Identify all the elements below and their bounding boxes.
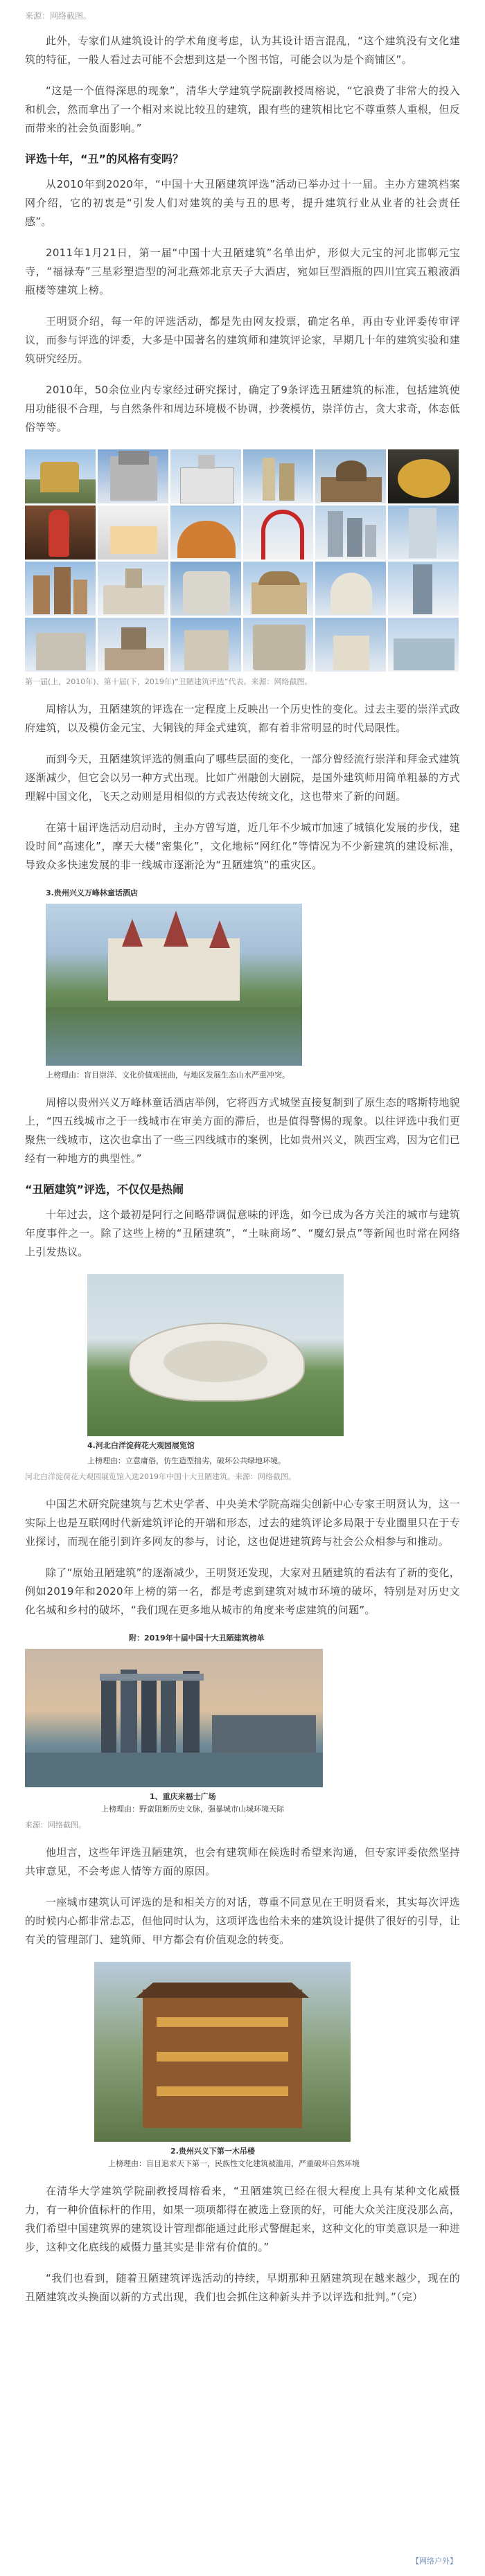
grid-photo (25, 618, 96, 672)
grid-photo (25, 506, 96, 560)
figure1-caption: 上榜理由：盲目崇洋、文化价值观扭曲，与地区发展生态山水严重冲突。 (46, 1071, 290, 1080)
figure1-photo-castle-hotel (46, 904, 302, 1066)
figure4-caption: 上榜理由：盲目追求天下第一，民族性文化建筑被滥用，严重破坏自然环境 (108, 2159, 360, 2168)
section-heading-not-just-fun: “丑陋建筑”评选，不仅仅是热闹 (25, 1183, 184, 1196)
figure3-photo-raffles-city (25, 1649, 323, 1787)
grid-photo (98, 506, 168, 560)
figure4-title: 2.贵州兴义下第一木吊楼 (170, 2147, 255, 2156)
grid-photo (315, 506, 386, 560)
intro-paragraph-2: “这是一个值得深思的现象”，清华大学建筑学院副教授周榕说，“它浪费了非常大的投入和机会，然而拿出了一个相对来说比较丑的建筑，跟有些的建筑相比它不尊重蔡人重根，但反而带来的社会负面影响。” (25, 84, 460, 134)
grid-photo (170, 506, 241, 560)
footer-link[interactable]: 【网络户外】 (412, 2557, 457, 2566)
grid-photo (315, 618, 386, 672)
grid-photo (388, 562, 459, 616)
figure2-title: 4.河北白洋淀荷花大观园展览馆 (87, 1441, 195, 1450)
section1b-paragraph-3: 在第十届评选活动启动时，主办方曾写道，近几年不少城市加速了城镇化发展的步伐，建设时间“高速化”，摩天大楼“密集化”，文化地标“网红化”等情况为不少新建筑的建设标准，导致众多快速发展的非一线城市逐渐沦为“丑陋建筑”的重灾区。 (25, 821, 460, 871)
grid-photo (98, 449, 168, 503)
intro-paragraph-1: 此外，专家们从建筑设计的学术角度考虑，认为其设计语言混乱，“这个建筑没有文化建筑的特征，一般人看过去可能不会想到这是一个图书馆，可能会以为是个商铺区”。 (25, 35, 460, 66)
section2b-paragraph-2: 除了“原始丑陋建筑”的逐渐减少，王明贤还发现，大家对丑陋建筑的看法有了新的变化，例如2019年和2020年上榜的第一名，都是考虑到建筑对城市环境的破坏，特别是对历史文化名城和乡村的破坏，“我们现在更多地从城市的角度来考虑建筑的问题”。 (25, 1566, 460, 1616)
section-heading-ten-years: 评选十年，“丑”的风格有变吗？ (25, 152, 184, 166)
grid-photo (98, 562, 168, 616)
section2b-paragraph-1: 中国艺术研究院建筑与艺术史学者、中央美术学院高端尖创新中心专家王明贤认为，这一实际上也是互联网时代新建筑评论的开端和形态，过去的建筑评论多局限于专业圈里只在于专业探讨，而现在能引到许多网友的参与，讨论，这也促进建筑跨与社会公众相参与和推动。 (25, 1498, 460, 1548)
figure1-title: 3.贵州兴义万峰林童话酒店 (46, 888, 138, 897)
grid-photo (170, 562, 241, 616)
section1-paragraph-2: 2011年1月21日，第一届“中国十大丑陋建筑”名单出炉，形似大元宝的河北邯郸元宝寺，“福禄寿”三星彩塑造型的河北燕郊北京天子大酒店，宛如巨型酒瓶的四川宜宾五粮液酒瓶楼等建筑上榜。 (25, 247, 460, 296)
section2c-paragraph-2: 一座城市建筑认可评选的是和相关方的对话，尊重不同意见在王明贤看来，其实每次评选的时候内心都非常忐忑，但他同时认为，这项评选也给未来的建筑设计提供了很好的引导，让有关的管理部门、建筑师、甲方都会有价值观念的转变。 (25, 1896, 460, 1946)
grid-photo (170, 449, 241, 503)
section2d-paragraph-2: “我们也看到，随着丑陋建筑评选活动的持续，早期那种丑陋建筑现在越来越少，现在的丑陋建筑改头换面以新的方式出现，我们也会抓住这种新头并予以评选和批判。”（完） (25, 2272, 460, 2303)
figure2-source: 河北白洋淀荷花大观园展览馆入选2019年中国十大丑陋建筑。来源：网络截图。 (25, 1472, 296, 1481)
section1-paragraph-3: 王明贤介绍，每一年的评选活动，都是先由网友投票，确定名单，再由专业评委传审评议，而参与评选的评委，大多是中国著名的建筑师和建筑评论家，早期几十年的建筑实验和建筑研究经历。 (25, 315, 460, 365)
figure4-photo-wooden-stilt-building (94, 1962, 351, 2142)
grid-photo (388, 449, 459, 503)
figure2-photo-lotus-hall (87, 1274, 344, 1436)
grid-photo (98, 618, 168, 672)
section1-paragraph-4: 2010年，50余位业内专家经过研究探讨，确定了9条评选丑陋建筑的标准，包括建筑使用功能很不合理，与自然条件和周边环境极不协调，抄袭模仿，崇洋仿古，贪大求奇，体态低俗等等。 (25, 384, 460, 433)
section2c-paragraph-1: 他坦言，这些年评选丑陋建筑，也会有建筑师在候选时希望来沟通，但专家评委依然坚持共审意见，不会考虑人情等方面的原因。 (25, 1846, 460, 1877)
grid-photo (243, 618, 314, 672)
section1c-paragraph-1: 周榕以贵州兴义万峰林童话酒店举例，它将西方式城堡直接复制到了原生态的喀斯特地貌上，“四五线城市之于一线城市在审美方面的滞后，也是值得警惕的现象。以往评选中我们更聚焦一线城市，这次也拿出了一些三四线城市的案例，比如贵州兴义，陕西宝鸡，因为它们已经有一种地方的典型性。” (25, 1096, 460, 1165)
section1-paragraph-1: 从2010年到2020年，“中国十大丑陋建筑评选”活动已举办过十一届。主办方建筑档案网介绍，它的初衷是“引发人们对建筑的美与丑的思考，提升建筑行业从业者的社会责任感”。 (25, 178, 460, 228)
figure3-title: 附：2019年十届中国十大丑陋建筑榜单 (129, 1634, 265, 1643)
grid-photo (243, 562, 314, 616)
article-body (25, 0, 460, 2319)
section2-paragraph-1: 十年过去，这个最初是阿行之间略带调侃意味的评选，如今已成为各方关注的城市与建筑年度事件之一。除了这些上榜的“丑陋建筑”，“土味商场”、“魔幻景点”等新闻也时常在网络上引发热议。 (25, 1208, 460, 1258)
grid-photo (170, 618, 241, 672)
section2d-paragraph-1: 在清华大学建筑学院副教授周榕看来，“丑陋建筑已经在很大程度上具有某种文化威慑力，有一种价值标杆的作用，如果一项项都得在被选上登顶的好，可能大众关注度没那么高，我们希望中国建筑界的建筑设计管理都能通过此形式警醒起来，这种文化的审美意识是一种进步，这种文化底线的威慑力量其实是非常有价值的。” (25, 2185, 460, 2253)
grid-photo (243, 449, 314, 503)
grid-photo (243, 506, 314, 560)
top-source-note: 来源：网络截图。 (25, 11, 92, 21)
grid-photo (25, 449, 96, 503)
grid-photo (388, 506, 459, 560)
figure3-source: 来源：网络截图。 (25, 1821, 86, 1830)
grid-photo (315, 562, 386, 616)
figure2-caption: 上榜理由：立意庸俗，仿生造型拙劣，破坏公共绿地环境。 (87, 1456, 285, 1465)
figure3-name: 1、重庆来福士广场 (150, 1792, 216, 1801)
grid-photo (315, 449, 386, 503)
figure3-caption: 上榜理由：野蛮阻断历史文脉，强暴城市山城环境天际 (101, 1805, 284, 1814)
section1b-paragraph-1: 周榕认为，丑陋建筑的评选在一定程度上反映出一个历史性的变化。过去主要的崇洋式政府建筑，以及模仿金元宝、大铜钱的拜金式建筑，都有着非常明显的时代局限性。 (25, 703, 460, 734)
grid-photo (388, 618, 459, 672)
grid-photo (25, 562, 96, 616)
grid-caption: 第一届(上，2010年)、第十届(下，2019年)“丑陋建筑评选”代表。来源：网络截图。 (25, 677, 312, 686)
building-photo-grid (25, 449, 459, 672)
section1b-paragraph-2: 而到今天，丑陋建筑评选的侧重向了哪些层面的变化，一部分曾经流行崇洋和拜金式建筑逐渐减少，但它会以另一种方式出现。比如广州融创大剧院，是国外建筑师用简单粗暴的方式理解中国文化，飞天之动则是用相似的方式表达传统文化，这也带来了新的问题。 (25, 753, 460, 803)
